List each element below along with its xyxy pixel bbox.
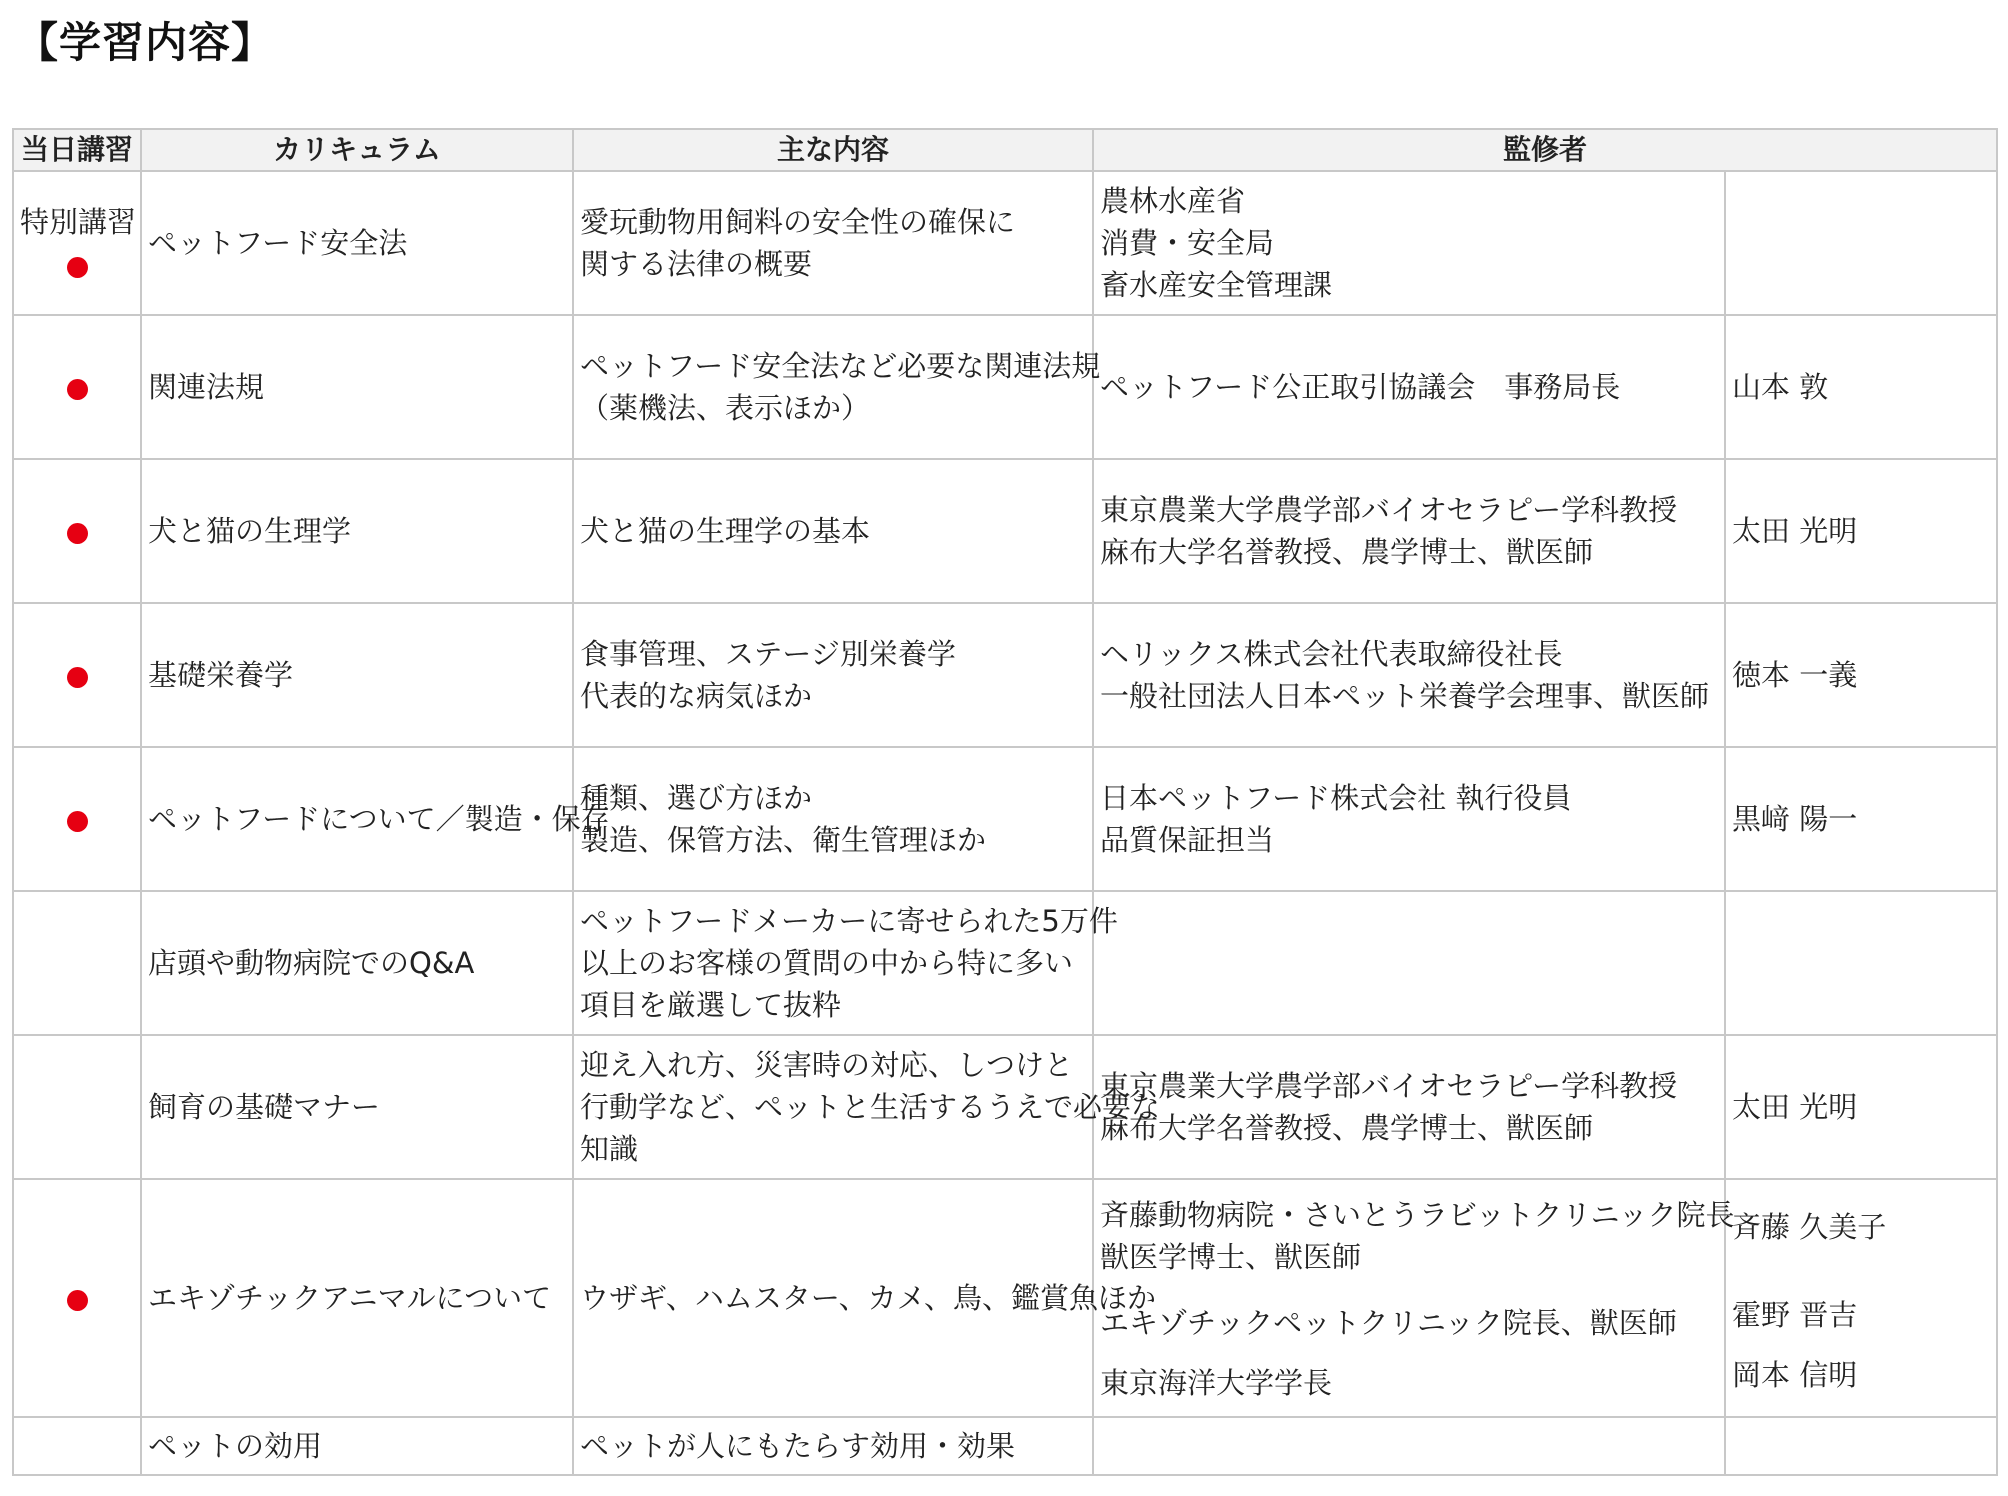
name-line: 山本 敦 — [1732, 370, 1829, 404]
name-line: 黒﨑 陽一 — [1732, 802, 1858, 836]
org-line: 斉藤動物病院・さいとうラビットクリニック院長 — [1100, 1198, 1735, 1232]
header-tojitsu: 当日講習 — [13, 129, 141, 171]
table-row — [13, 171, 1997, 315]
content-line: 知識 — [580, 1132, 639, 1166]
table-row — [13, 1035, 1997, 1179]
supervisor-org-cell — [1093, 171, 1725, 315]
supervisor-org-cell — [1093, 1179, 1735, 1417]
header-supervisor: 監修者 — [1093, 129, 1997, 171]
tojitsu-cell — [13, 171, 141, 315]
red-dot-icon — [67, 667, 88, 688]
org-line: 獣医学博士、獣医師 — [1100, 1240, 1362, 1274]
name-line: 岡本 信明 — [1732, 1358, 1858, 1392]
org-line: 麻布大学名誉教授、農学博士、獣医師 — [1100, 535, 1594, 569]
content-cell — [573, 459, 1093, 603]
curriculum-cell — [141, 603, 573, 747]
content-line: ペットが人にもたらす効用・効果 — [580, 1429, 1016, 1463]
red-dot-icon — [67, 257, 88, 278]
curriculum-cell — [141, 1179, 573, 1417]
page-title: 【学習内容】 — [16, 18, 275, 67]
content-cell — [573, 171, 1093, 315]
supervisor-org-cell — [1093, 1417, 1725, 1475]
content-cell — [573, 747, 1093, 891]
supervisor-name-cell — [1725, 1035, 1997, 1179]
header-curriculum: カリキュラム — [141, 129, 573, 171]
content-line: 以上のお客様の質問の中から特に多い — [580, 946, 1074, 980]
content-line: ペットフードメーカーに寄せられた5万件 — [580, 904, 1118, 938]
curriculum-cell — [141, 747, 610, 891]
table-row — [13, 1179, 1997, 1417]
supervisor-org-cell — [1093, 459, 1725, 603]
content-line: 製造、保管方法、衛生管理ほか — [580, 823, 987, 857]
supervisor-name-cell — [1725, 171, 1997, 315]
content-cell — [573, 1179, 1156, 1417]
table-row — [13, 315, 1997, 459]
curriculum-cell — [141, 891, 573, 1035]
curriculum-text: 犬と猫の生理学 — [148, 514, 352, 548]
tojitsu-cell — [13, 747, 141, 891]
curriculum-text: ペットの効用 — [148, 1429, 323, 1463]
content-line: 迎え入れ方、災害時の対応、しつけと — [580, 1048, 1074, 1082]
tojitsu-cell — [13, 1417, 141, 1475]
name-line: 太田 光明 — [1732, 1090, 1858, 1124]
red-dot-icon — [67, 523, 88, 544]
table-row — [13, 747, 1997, 891]
curriculum-text: 関連法規 — [148, 370, 265, 404]
org-line: 畜水産安全管理課 — [1100, 268, 1333, 302]
table-row — [13, 891, 1997, 1035]
tojitsu-cell — [13, 1035, 141, 1179]
org-line: 品質保証担当 — [1100, 823, 1275, 857]
org-line: 東京海洋大学学長 — [1100, 1366, 1333, 1400]
content-cell — [573, 1417, 1093, 1475]
supervisor-name-cell — [1725, 891, 1997, 1035]
supervisor-name-cell — [1725, 459, 1997, 603]
name-line: 徳本 一義 — [1732, 658, 1858, 692]
org-line: 一般社団法人日本ペット栄養学会理事、獣医師 — [1100, 679, 1710, 713]
supervisor-org-cell — [1093, 1035, 1725, 1179]
curriculum-cell — [141, 315, 573, 459]
curriculum-cell — [141, 459, 573, 603]
supervisor-name-cell — [1725, 1179, 1997, 1417]
content-cell — [573, 1035, 1161, 1179]
table-row — [13, 1417, 1997, 1475]
content-line: （薬機法、表示ほか） — [580, 391, 871, 425]
content-cell — [573, 315, 1101, 459]
org-line: 麻布大学名誉教授、農学博士、獣医師 — [1100, 1111, 1594, 1145]
curriculum-text: ペットフードについて／製造・保存 — [148, 802, 610, 836]
org-line: 東京農業大学農学部バイオセラピー学科教授 — [1100, 1069, 1678, 1103]
supervisor-name-cell — [1725, 315, 1997, 459]
content-line: 項目を厳選して抜粋 — [580, 988, 842, 1022]
supervisor-org-cell — [1093, 603, 1725, 747]
org-line: 東京農業大学農学部バイオセラピー学科教授 — [1100, 493, 1678, 527]
org-line: 日本ペットフード株式会社 執行役員 — [1100, 781, 1572, 815]
org-line: エキゾチックペットクリニック院長、獣医師 — [1100, 1306, 1677, 1340]
red-dot-icon — [67, 811, 88, 832]
supervisor-name-cell — [1725, 747, 1997, 891]
curriculum-text: エキゾチックアニマルについて — [148, 1281, 552, 1315]
org-line: 消費・安全局 — [1100, 226, 1275, 260]
special-label: 特別講習 — [20, 205, 137, 239]
name-line: 太田 光明 — [1732, 514, 1858, 548]
tojitsu-cell — [13, 1179, 141, 1417]
header-content: 主な内容 — [573, 129, 1093, 171]
tojitsu-cell — [13, 603, 141, 747]
content-line: 種類、選び方ほか — [580, 781, 813, 815]
tojitsu-cell — [13, 891, 141, 1035]
name-line: 斉藤 久美子 — [1732, 1210, 1887, 1244]
content-line: 食事管理、ステージ別栄養学 — [580, 637, 956, 671]
curriculum-text: ペットフード安全法 — [148, 226, 408, 260]
curriculum-cell — [141, 1035, 573, 1179]
content-line: 関する法律の概要 — [580, 247, 813, 281]
org-line: 農林水産省 — [1100, 184, 1246, 218]
curriculum-text: 飼育の基礎マナー — [148, 1090, 381, 1124]
content-line: 愛玩動物用飼料の安全性の確保に — [580, 205, 1016, 239]
supervisor-name-cell — [1725, 603, 1997, 747]
org-line: ペットフード公正取引協議会 事務局長 — [1100, 370, 1621, 404]
content-cell — [573, 891, 1118, 1035]
content-line: ペットフード安全法など必要な関連法規 — [580, 349, 1101, 383]
supervisor-org-cell — [1093, 891, 1725, 1035]
content-line: 犬と猫の生理学の基本 — [580, 514, 871, 548]
tojitsu-cell — [13, 315, 141, 459]
red-dot-icon — [67, 1290, 88, 1311]
org-line: ヘリックス株式会社代表取締役社長 — [1100, 637, 1563, 671]
supervisor-org-cell — [1093, 315, 1725, 459]
curriculum-table — [12, 128, 1998, 1476]
supervisor-name-cell — [1725, 1417, 1997, 1475]
content-line: 行動学など、ペットと生活するうえで必要な — [580, 1090, 1161, 1124]
content-line: ウザギ、ハムスター、カメ、鳥、鑑賞魚ほか — [580, 1281, 1156, 1315]
name-line: 霍野 晋吉 — [1732, 1298, 1858, 1332]
curriculum-text: 店頭や動物病院でのQ&A — [148, 946, 475, 980]
curriculum-cell — [141, 1417, 573, 1475]
table-row — [13, 459, 1997, 603]
curriculum-text: 基礎栄養学 — [148, 658, 294, 692]
content-cell — [573, 603, 1093, 747]
content-line: 代表的な病気ほか — [580, 679, 813, 713]
table-header-row — [13, 129, 1997, 171]
tojitsu-cell — [13, 459, 141, 603]
curriculum-cell — [141, 171, 573, 315]
supervisor-org-cell — [1093, 747, 1725, 891]
table-row — [13, 603, 1997, 747]
red-dot-icon — [67, 379, 88, 400]
